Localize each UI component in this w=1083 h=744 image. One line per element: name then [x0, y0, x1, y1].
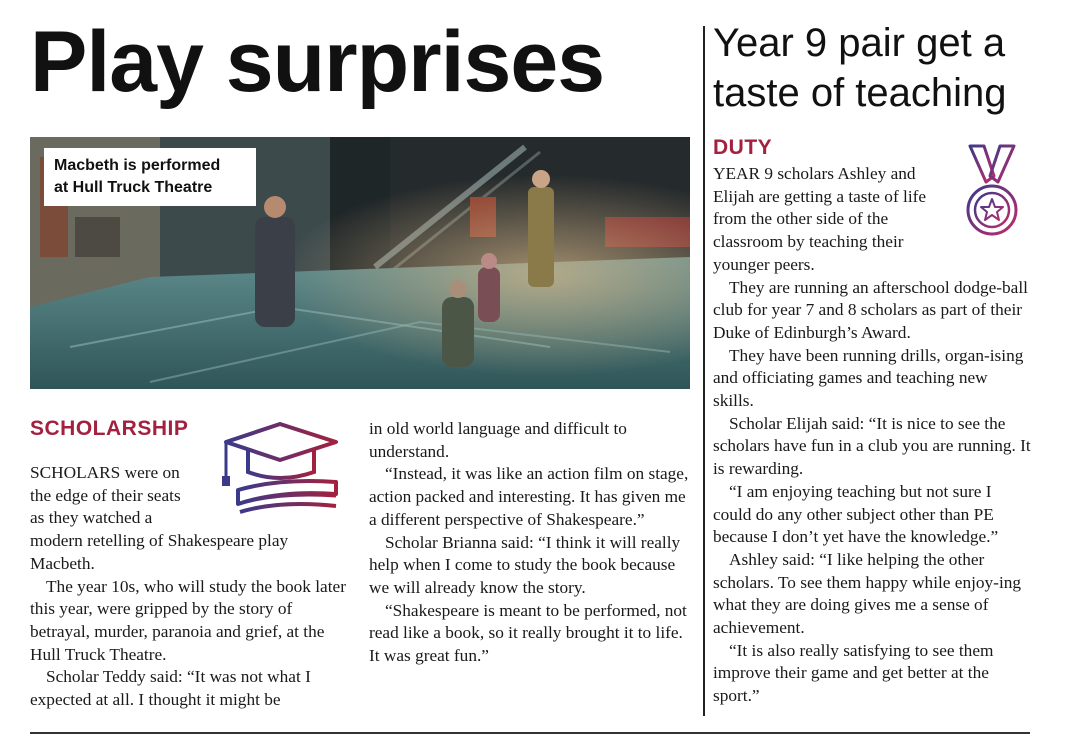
side-paragraph-6: Ashley said: “I like helping the other scholars. To see them happy while enjoy-ing what they are doing gives me a sense of achievement.: [713, 549, 1022, 638]
side-paragraph-7: “It is also really satisfying to see them improve their game and get better at the sport.”: [713, 640, 994, 706]
column-divider: [703, 26, 705, 716]
main-paragraph-3a: Scholar Teddy said: “It was not what I expected at all. I thought it might be: [30, 667, 311, 710]
medal-wrap-space: [961, 163, 1031, 255]
side-paragraph-2: They are running an afterschool dodge-ball club for year 7 and 8 scholars as part of their Duke of Edinburgh’s Award.: [713, 277, 1028, 342]
main-story-column-2: [369, 418, 689, 668]
icon-wrap-space: [188, 462, 350, 530]
side-paragraph-3: They have been running drills, organ-ising and officiating games and teaching new skills.: [713, 345, 1024, 411]
bottom-rule: [30, 732, 1030, 734]
main-paragraph-6: “Shakespeare is meant to be performed, not read like a book, so it really brought it to life. It was great fun.”: [369, 600, 687, 666]
photo-caption-line-2: at Hull Truck Theatre: [54, 179, 213, 196]
side-paragraph-1: YEAR 9 scholars Ashley and Elijah are getting a taste of life from the other side of the classroom by teaching their younger peers.: [713, 164, 927, 274]
scholarship-kicker: SCHOLARSHIP: [30, 417, 189, 440]
main-story-column-1: [30, 462, 350, 712]
side-story-column: [713, 163, 1031, 708]
side-paragraph-5: “I am enjoying teaching but not sure I could do any other subject other than PE because I don’t yet have the knowledge.”: [713, 481, 999, 547]
side-paragraph-4: Scholar Elijah said: “It is nice to see the scholars have fun in a club you are running. It is rewarding.: [713, 413, 1031, 479]
photo-caption: [44, 148, 256, 206]
duty-kicker: DUTY: [713, 136, 773, 159]
main-paragraph-5: Scholar Brianna said: “I think it will really help when I come to study the book because we will already know the story.: [369, 532, 681, 597]
main-paragraph-3b: in old world language and difficult to understand.: [369, 419, 627, 461]
main-paragraph-1: SCHOLARS were on the edge of their seats as they watched a modern retelling of Shakespeare play Macbeth.: [30, 463, 289, 573]
main-headline: Play surprises: [30, 14, 605, 110]
side-headline: Year 9 pair get a taste of teaching: [713, 21, 1007, 115]
main-paragraph-2: The year 10s, who will study the book later this year, were gripped by the story of betrayal, murder, paranoia and grief, at the Hull Truck Theatre.: [30, 576, 346, 664]
main-paragraph-4: “Instead, it was like an action film on stage, action packed and interesting. It has given me a different perspective of Shakespeare.”: [369, 464, 689, 529]
photo-caption-line-1: Macbeth is performed: [54, 157, 221, 174]
